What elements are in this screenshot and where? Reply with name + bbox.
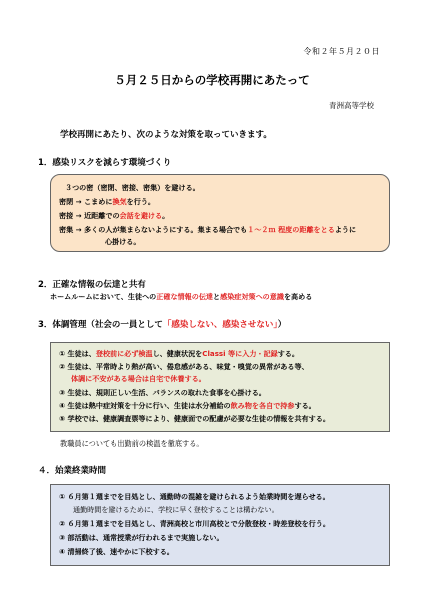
section4-box [50, 484, 390, 566]
section3-heading: 3．体調管理（社会の一員として「感染しない、感染させない」） [38, 320, 287, 330]
s1-line4: 密集 → 多くの人が集まらないようにする。集まる場合でも１～２ｍ 程度の距離をとるように [59, 225, 357, 234]
section1-box [50, 174, 390, 252]
section3-box [50, 342, 390, 432]
section4-heading: ４．始業終業時間 [38, 466, 107, 476]
s4-item2: ② ６月第１週までを目処とし、青洲高校と市川高校とで分散登校・時差登校を行う。 [59, 519, 330, 528]
intro-text: 学校再開にあたり、次のような対策を取っていきます。 [60, 130, 272, 140]
s3-item1: ① 生徒は、登校前に必ず検温し、健康状況をClassi 等に入力・記録する。 [59, 349, 299, 358]
s1-line2: 密閉 → こまめに換気を行う。 [59, 197, 156, 206]
s4-item1: ① ６月第１週までを目処とし、通勤時の混雑を避けられるよう始業時間を遅らせる。 [59, 492, 330, 501]
s1-line5: 心掛ける。 [105, 237, 141, 246]
s3-item2: ② 生徒は、平常時より熱が高い、倦怠感がある、味覚・嗅覚の異常がある等、 [59, 362, 309, 371]
s3-item5: ⑤ 学校では、健康調査票等により、健康面での配慮が必要な生徒の情報を共有する。 [59, 414, 330, 423]
section2-heading: 2．正確な情報の伝達と共有 [38, 280, 146, 290]
s3-item2-cont: 体調に不安がある場合は自宅で休養する。 [71, 374, 206, 383]
section1-heading: 1．感染リスクを減らす環境づくり [38, 158, 172, 168]
s4-item4: ④ 清掃終了後、速やかに下校する。 [59, 547, 174, 556]
s1-line1: ３つの密（密閉、密接、密集）を避ける。 [65, 183, 200, 192]
s3-item4: ④ 生徒は熱中症対策を十分に行い、生徒は水分補給の飲み物を各自で持参する。 [59, 401, 316, 410]
section2-text: ホームルームにおいて、生徒への正確な情報の伝達と感染症対策への意識を高める [50, 292, 313, 301]
s3-item3: ③ 生徒は、規則正しい生活、バランスの取れた食事を心掛ける。 [59, 388, 266, 397]
page-title: ５月２５日からの学校再開にあたって [114, 73, 310, 87]
s4-item3: ③ 部活動は、通常授業が行われるまで実施しない。 [59, 533, 224, 542]
school-name: 青洲高等学校 [329, 101, 374, 110]
date: 令和２年５月２０日 [303, 47, 380, 56]
s4-item1-note: 通勤時間を避けるために、学校に早く登校することは構わない。 [73, 505, 279, 514]
s1-line3: 密接 → 近距離での会話を避ける。 [59, 211, 170, 220]
staff-note: 教職員についても出勤前の検温を徹底する。 [60, 439, 204, 448]
